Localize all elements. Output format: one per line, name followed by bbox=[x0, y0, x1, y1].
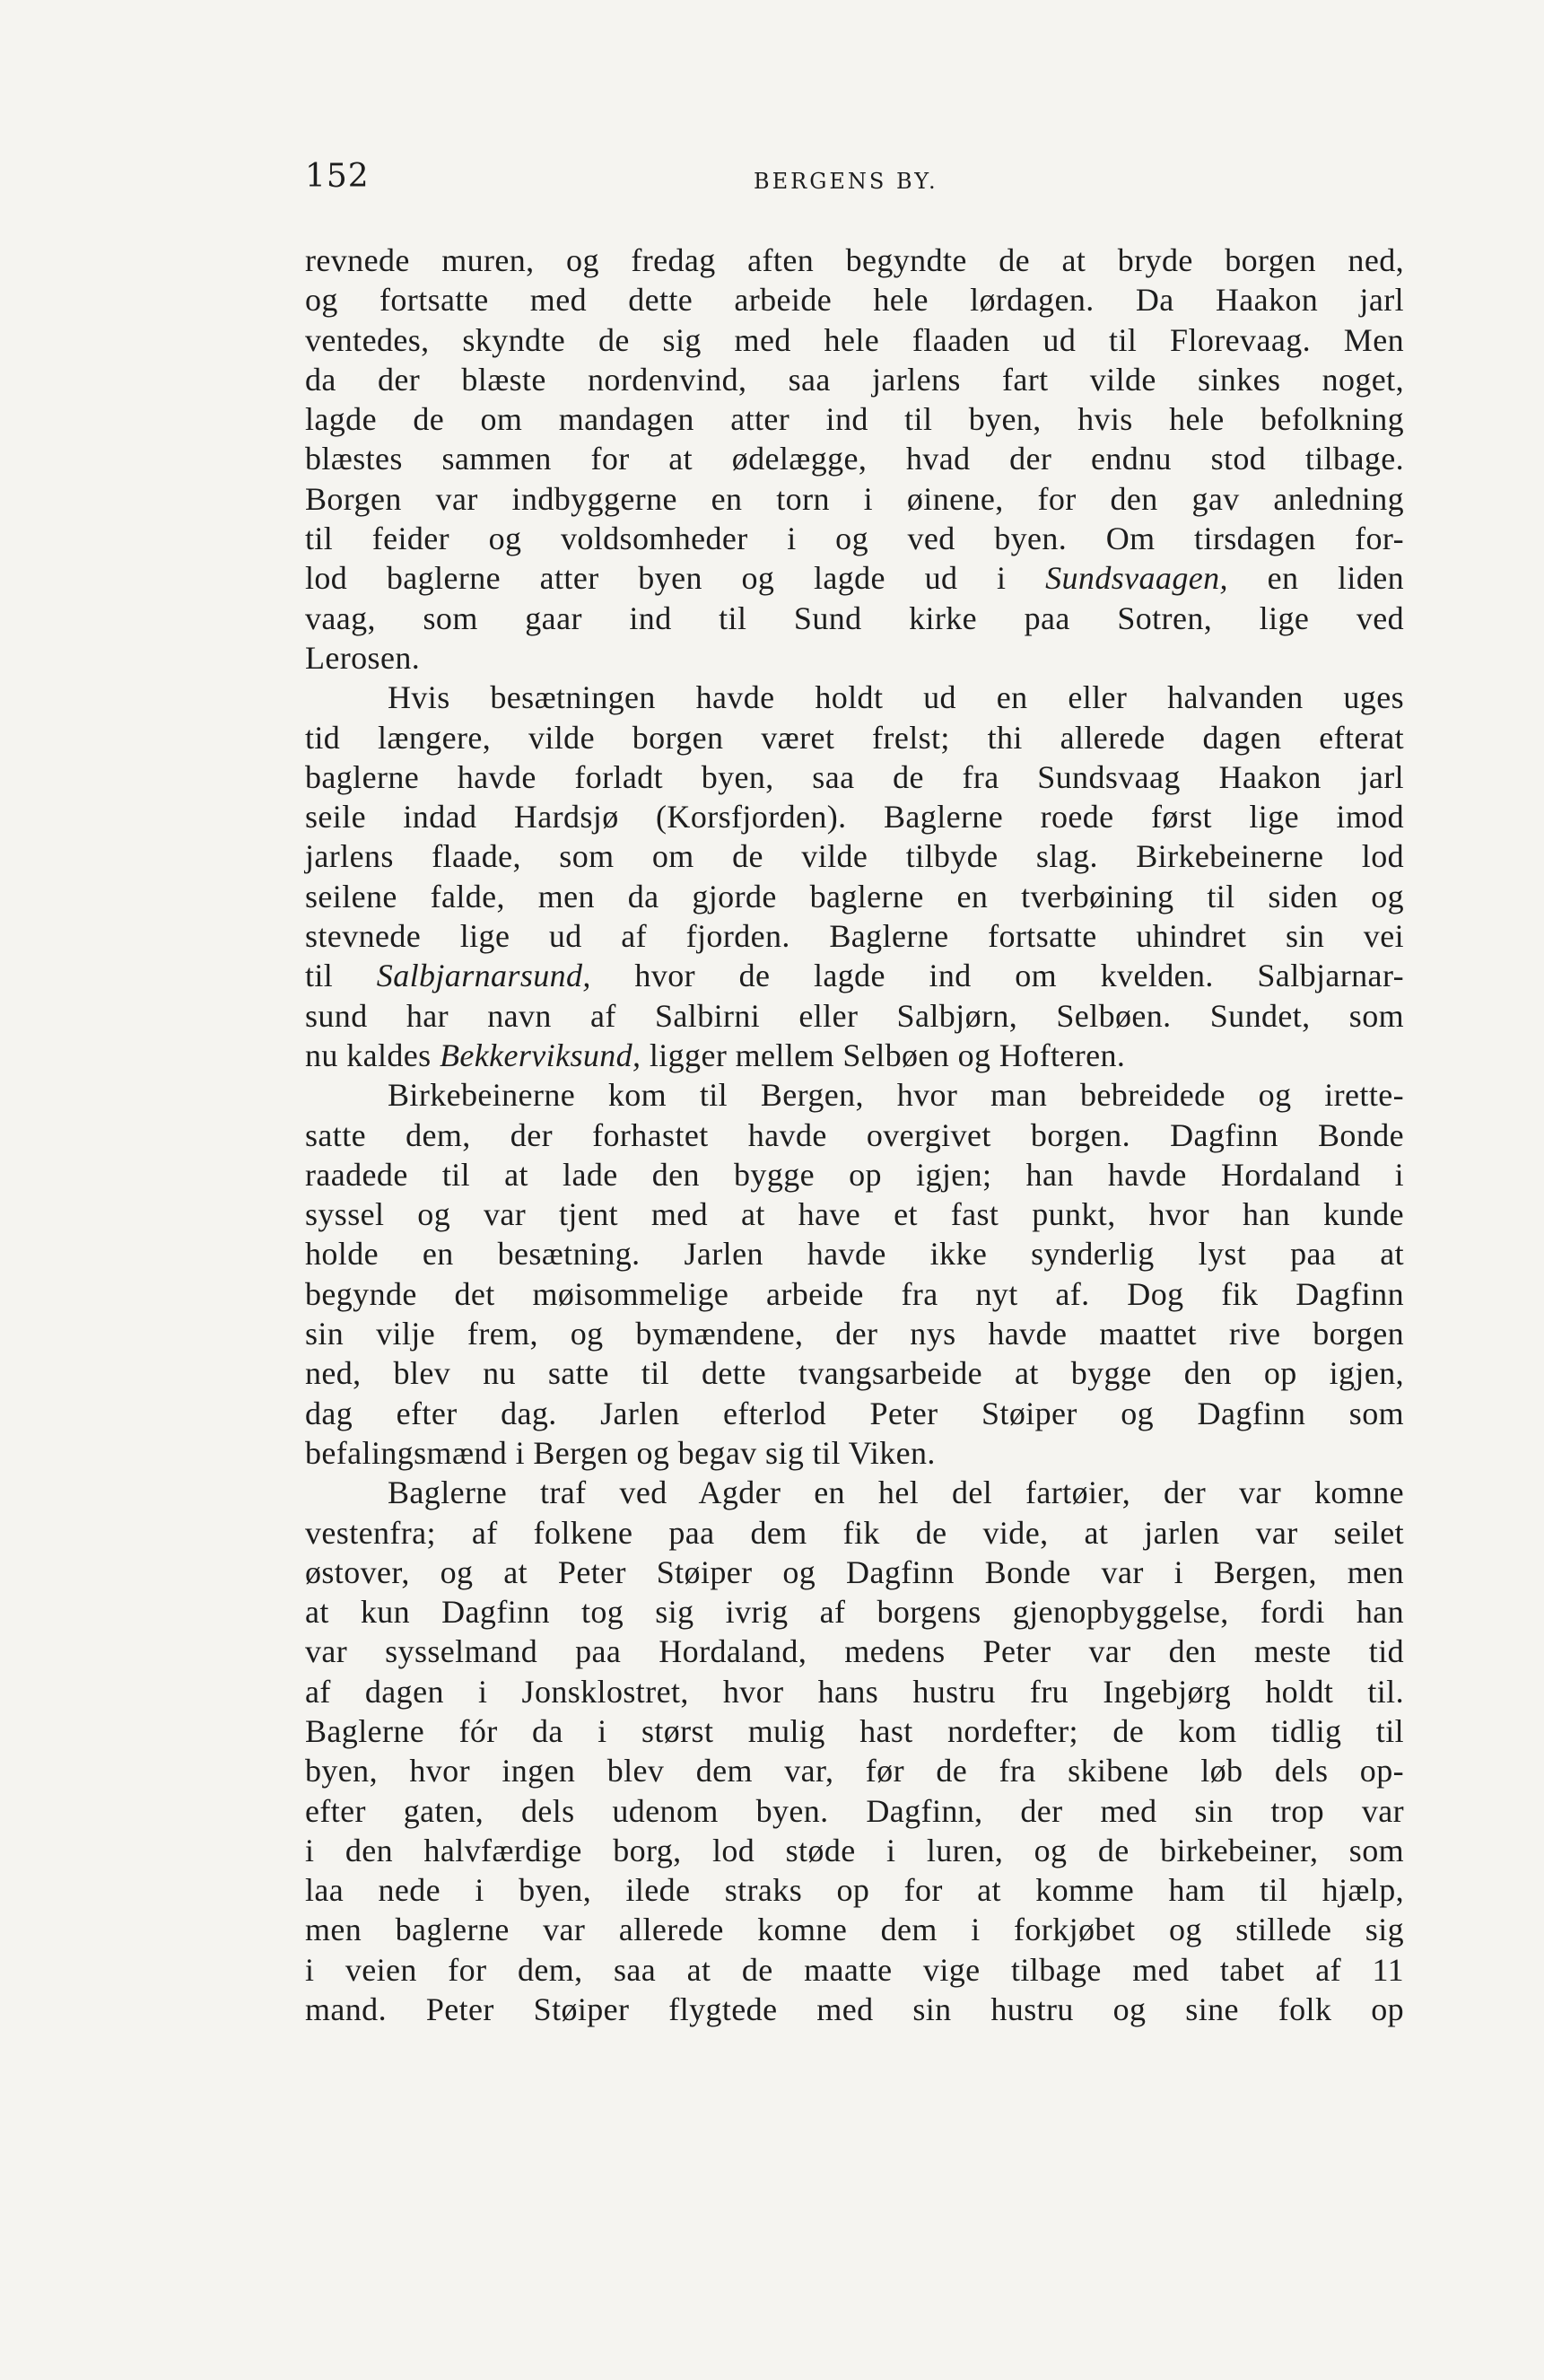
text-segment: nu kaldes bbox=[305, 1037, 440, 1073]
body-text bbox=[305, 241, 1404, 2029]
text-line: satte dem, der forhastet havde overgivet borgen. Dagfinn Bonde bbox=[305, 1116, 1404, 1153]
text-line: baglerne havde forladt byen, saa de fra Sundsvaag Haakon jarl bbox=[305, 758, 1404, 795]
text-line: Baglerne traf ved Agder en hel del fartøier, der var komne bbox=[388, 1474, 1404, 1511]
text-line: Birkebeinerne kom til Bergen, hvor man bebreidede og irette- bbox=[388, 1077, 1404, 1114]
text-line: vestenfra; af folkene paa dem fik de vide, at jarlen var seilet bbox=[305, 1514, 1404, 1551]
page-header bbox=[305, 158, 1404, 203]
text-line: da der blæste nordenvind, saa jarlens fart vilde sinkes noget, bbox=[305, 361, 1404, 398]
text-line: revnede muren, og fredag aften begyndte de at bryde borgen ned, bbox=[305, 242, 1404, 278]
text-line bbox=[305, 558, 1404, 598]
text-line: til feider og voldsomheder i og ved byen. Om tirsdagen for- bbox=[305, 521, 1404, 557]
italic-place-name: Bekkerviksund, bbox=[439, 1037, 641, 1073]
text-line bbox=[305, 1036, 1404, 1075]
text-line: seile indad Hardsjø (Korsfjorden). Baglerne roede først lige imod bbox=[305, 799, 1404, 836]
text-line: efter gaten, dels udenom byen. Dagfinn, der med sin trop var bbox=[305, 1792, 1404, 1829]
text-line: ned, blev nu satte til dette tvangsarbeide at bygge den op igjen, bbox=[305, 1355, 1404, 1392]
text-line: mand. Peter Støiper flygtede med sin hustru og sine folk op bbox=[305, 1991, 1404, 2028]
text-line: tid længere, vilde borgen været frelst; thi allerede dagen efterat bbox=[305, 719, 1404, 756]
text-segment: en liden bbox=[1227, 560, 1404, 597]
italic-place-name: Sundsvaagen, bbox=[1045, 560, 1228, 597]
text-line: blæstes sammen for at ødelægge, hvad der endnu stod tilbage. bbox=[305, 441, 1404, 477]
text-line: ventedes, skyndte de sig med hele flaaden ud til Florevaag. Men bbox=[305, 321, 1404, 358]
text-line: sund har navn af Salbirni eller Salbjørn, Selbøen. Sundet, som bbox=[305, 997, 1404, 1034]
text-segment: lod baglerne atter byen og lagde ud i bbox=[305, 560, 1046, 597]
text-line: Hvis besætningen havde holdt ud en eller halvanden uges bbox=[388, 679, 1404, 716]
text-line: var sysselmand paa Hordaland, medens Peter var den meste tid bbox=[305, 1633, 1404, 1670]
text-line: byen, hvor ingen blev dem var, før de fra skibene løb dels op- bbox=[305, 1753, 1404, 1789]
text-line: stevnede lige ud af fjorden. Baglerne fortsatte uhindret sin vei bbox=[305, 918, 1404, 955]
text-line: østover, og at Peter Støiper og Dagfinn Bonde var i Bergen, men bbox=[305, 1553, 1404, 1590]
text-line: dag efter dag. Jarlen efterlod Peter Støiper og Dagfinn som bbox=[305, 1395, 1404, 1431]
text-segment: til bbox=[305, 958, 377, 994]
text-line: i den halvfærdige borg, lod støde i luren, og de birkebeiner, som bbox=[305, 1832, 1404, 1868]
text-segment: ligger mellem Selbøen og Hofteren. bbox=[641, 1037, 1126, 1073]
text-line bbox=[305, 956, 1404, 995]
page-number: 152 bbox=[305, 158, 370, 195]
text-line: raadede til at lade den bygge op igjen; han havde Hordaland i bbox=[305, 1156, 1404, 1193]
text-line: at kun Dagfinn tog sig ivrig af borgens gjenopbyggelse, fordi han bbox=[305, 1594, 1404, 1631]
running-head: BERGENS BY. bbox=[754, 169, 938, 194]
text-line: syssel og var tjent med at have et fast punkt, hvor han kunde bbox=[305, 1196, 1404, 1233]
text-line: og fortsatte med dette arbeide hele lørdagen. Da Haakon jarl bbox=[305, 282, 1404, 319]
text-line: lagde de om mandagen atter ind til byen, hvis hele befolkning bbox=[305, 401, 1404, 438]
text-line: af dagen i Jonsklostret, hvor hans hustru fru Ingebjørg holdt til. bbox=[305, 1673, 1404, 1710]
text-line: holde en besætning. Jarlen havde ikke synderlig lyst paa at bbox=[305, 1236, 1404, 1273]
text-line: i veien for dem, saa at de maatte vige tilbage med tabet af 11 bbox=[305, 1951, 1404, 1988]
text-line: sin vilje frem, og bymændene, der nys havde maattet rive borgen bbox=[305, 1316, 1404, 1352]
text-line: befalingsmænd i Bergen og begav sig til Viken. bbox=[305, 1434, 936, 1471]
text-line: Lerosen. bbox=[305, 639, 421, 676]
text-segment: hvor de lagde ind om kvelden. Salbjarnar- bbox=[590, 958, 1404, 994]
italic-place-name: Salbjarnarsund, bbox=[376, 958, 591, 994]
text-line: Baglerne fór da i størst mulig hast nordefter; de kom tidlig til bbox=[305, 1712, 1404, 1749]
text-line: laa nede i byen, ilede straks op for at komme ham til hjælp, bbox=[305, 1872, 1404, 1909]
text-line: seilene falde, men da gjorde baglerne en tverbøining til siden og bbox=[305, 878, 1404, 914]
text-line: Borgen var indbyggerne en torn i øinene, for den gav anledning bbox=[305, 480, 1404, 517]
text-line: begynde det møisommelige arbeide fra nyt af. Dog fik Dagfinn bbox=[305, 1275, 1404, 1312]
text-line: men baglerne var allerede komne dem i forkjøbet og stillede sig bbox=[305, 1912, 1404, 1948]
text-line: jarlens flaade, som om de vilde tilbyde slag. Birkebeinerne lod bbox=[305, 838, 1404, 875]
text-line: vaag, som gaar ind til Sund kirke paa Sotren, lige ved bbox=[305, 599, 1404, 636]
